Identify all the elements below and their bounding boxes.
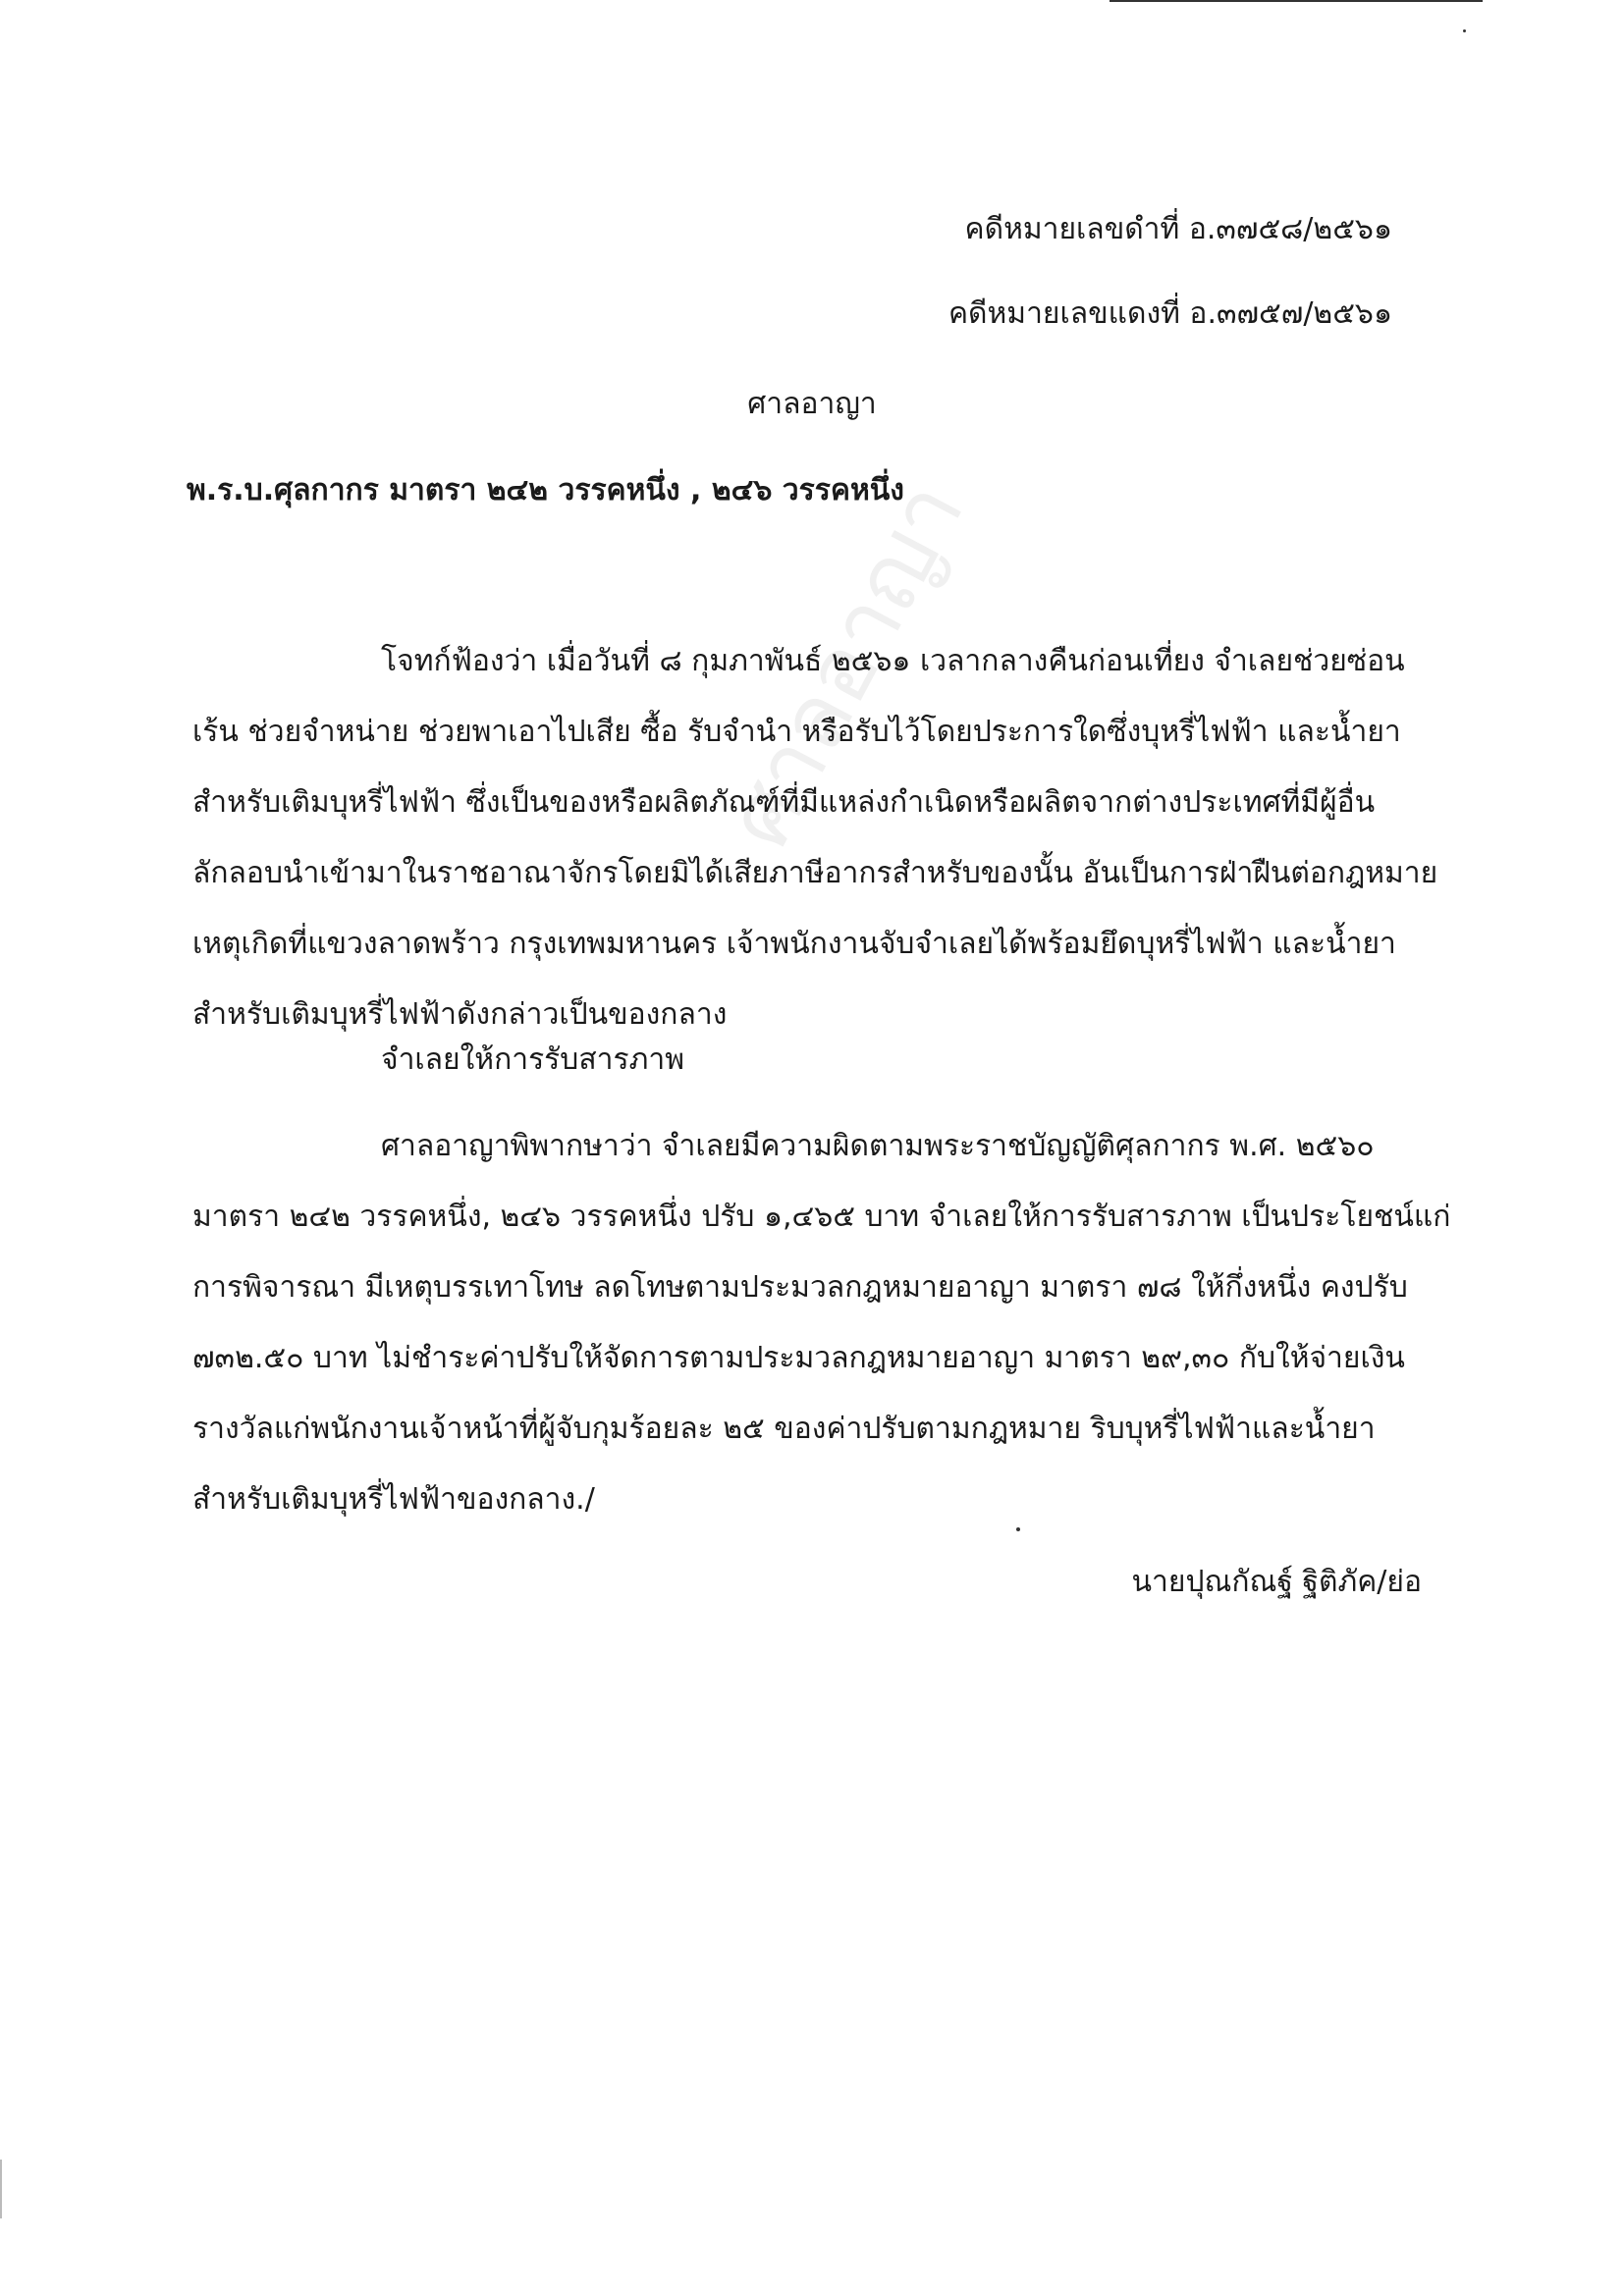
paragraph-line: ๗๓๒.๕๐ บาท ไม่ชำระค่าปรับให้จัดการตามประมวลกฎหมายอาญา มาตรา ๒๙,๓๐ กับให้จ่ายเงิน: [192, 1341, 1405, 1375]
paragraph-line: เร้น ช่วยจำหน่าย ช่วยพาเอาไปเสีย ซื้อ รับจำนำ หรือรับไว้โดยประการใดซึ่งบุหรี่ไฟฟ้า และน้ำยา: [192, 715, 1401, 749]
judgment-paragraph: [192, 1111, 1451, 1535]
signature: นายปุณกัณฐ์ ฐิติภัค/ย่อ: [1131, 1565, 1422, 1599]
paragraph-line: รางวัลแก่พนักงานเจ้าหน้าที่ผู้จับกุมร้อยละ ๒๕ ของค่าปรับตามกฎหมาย ริบบุหรี่ไฟฟ้าและน้ำยา: [192, 1412, 1376, 1446]
scan-speck: [1016, 1527, 1020, 1531]
court-name: ศาลอาญา: [747, 387, 877, 421]
paragraph-line: สำหรับเติมบุหรี่ไฟฟ้า ซึ่งเป็นของหรือผลิตภัณฑ์ที่มีแหล่งกำเนิดหรือผลิตจากต่างประเทศที่มีผู้อื่น: [192, 785, 1376, 820]
plea-statement: จำเลยให้การรับสารภาพ: [381, 1042, 685, 1077]
paragraph-line: โจทก์ฟ้องว่า เมื่อวันที่ ๘ กุมภาพันธ์ ๒๕๖๑ เวลากลางคืนก่อนเที่ยง จำเลยช่วยซ่อน: [381, 644, 1405, 678]
paragraph-line: เหตุเกิดที่แขวงลาดพร้าว กรุงเทพมหานคร เจ้าพนักงานจับจำเลยได้พร้อมยึดบุหรี่ไฟฟ้า และน้ำยา: [192, 927, 1396, 961]
paragraph-line: มาตรา ๒๔๒ วรรคหนึ่ง, ๒๔๖ วรรคหนึ่ง ปรับ ๑,๔๖๕ บาท จำเลยให้การรับสารภาพ เป็นประโยชน์แก่: [192, 1200, 1451, 1234]
paragraph-line: การพิจารณา มีเหตุบรรเทาโทษ ลดโทษตามประมวลกฎหมายอาญา มาตรา ๗๘ ให้กึ่งหนึ่ง คงปรับ: [192, 1270, 1408, 1305]
paragraph-line: สำหรับเติมบุหรี่ไฟฟ้าดังกล่าวเป็นของกลาง: [192, 997, 728, 1032]
scan-edge-mark: [0, 2160, 2, 2218]
paragraph-line: ศาลอาญาพิพากษาว่า จำเลยมีความผิดตามพระราชบัญญัติศุลกากร พ.ศ. ๒๕๖๐: [381, 1129, 1375, 1163]
paragraph-line: ลักลอบนำเข้ามาในราชอาณาจักรโดยมิได้เสียภาษีอากรสำหรับของนั้น อันเป็นการฝ่าฝืนต่อกฎหมาย: [192, 856, 1438, 890]
law-reference: พ.ร.บ.ศุลกากร มาตรา ๒๔๒ วรรคหนึ่ง , ๒๔๖ วรรคหนึ่ง: [187, 473, 904, 507]
red-case-number: คดีหมายเลขแดงที่ อ.๓๗๕๗/๒๕๖๑: [947, 296, 1392, 331]
scan-speck: [1463, 29, 1466, 32]
black-case-number: คดีหมายเลขดำที่ อ.๓๗๕๘/๒๕๖๑: [964, 212, 1392, 246]
paragraph-line: สำหรับเติมบุหรี่ไฟฟ้าของกลาง./: [192, 1482, 595, 1517]
scan-edge-mark: [1110, 0, 1483, 2]
charge-paragraph: [192, 626, 1438, 1050]
court-watermark: ศาลอาญา: [705, 464, 985, 865]
